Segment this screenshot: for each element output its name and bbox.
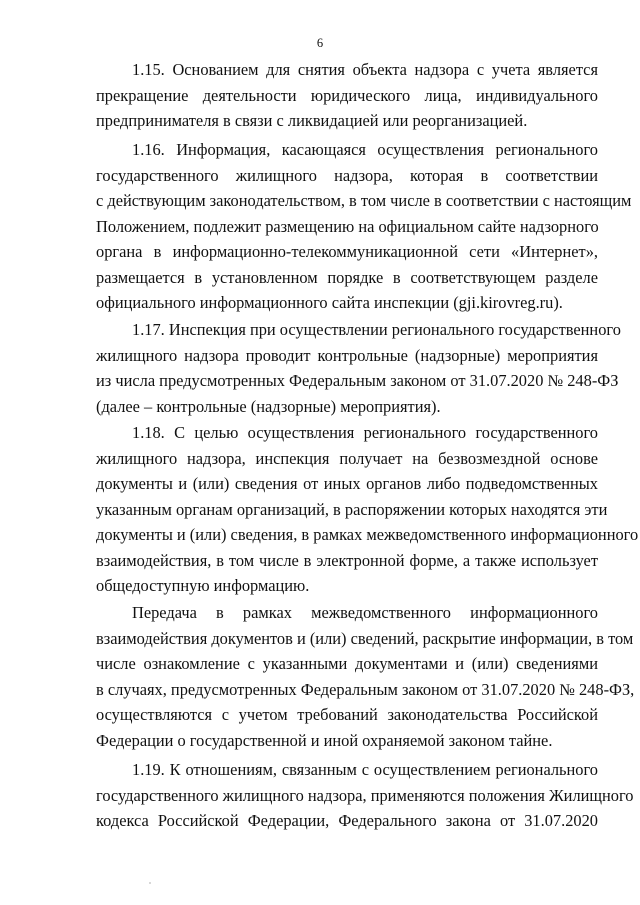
paragraph-transfer xyxy=(96,600,635,753)
text-line: взаимодействия документов и (или) сведений, раскрытие информации, в том xyxy=(96,628,634,648)
text-line: с действующим законодательством, в том числе в соответствии с настоящим xyxy=(96,191,632,210)
text-line: осуществляются с учетом требований законодательства Российской xyxy=(96,705,598,724)
text-line: взаимодействия, в том числе в электронной форме, а также использует xyxy=(96,550,598,570)
text-line: размещается в установленном порядке в соответствующем разделе xyxy=(96,267,598,287)
text-line: документы и (или) сведения от иных органов либо подведомственных xyxy=(96,474,598,493)
scan-speck xyxy=(149,882,151,884)
text-line: Положением, подлежит размещению на официальном сайте надзорного xyxy=(96,216,599,236)
text-line: Передача в рамках межведомственного информационного xyxy=(132,603,598,622)
text-line: Федерации о государственной и иной охраняемой законом тайне. xyxy=(96,730,553,750)
text-line: 1.17. Инспекция при осуществлении регионального государственного xyxy=(132,320,621,339)
text-line: указанным органам организаций, в распоряжении которых находятся эти xyxy=(96,499,608,519)
paragraph-1-18 xyxy=(96,420,639,599)
text-line: государственного жилищного надзора, применяются положения Жилищного xyxy=(96,785,634,805)
page-number: 6 xyxy=(316,36,324,50)
text-line: прекращение деятельности юридического лица, индивидуального xyxy=(96,85,598,105)
text-line: числе ознакомление с указанными документами и (или) сведениями xyxy=(96,654,598,673)
paragraph-1-19 xyxy=(96,757,634,834)
paragraph-1-16 xyxy=(96,137,632,316)
text-line: официального информационного сайта инспекции (gji.kirovreg.ru). xyxy=(96,293,563,312)
text-line: общедоступную информацию. xyxy=(96,576,310,595)
text-line: 1.19. К отношениям, связанным с осуществлением регионального xyxy=(132,760,598,779)
text-line: предпринимателя в связи с ликвидацией или реорганизацией. xyxy=(96,111,528,130)
text-line: 1.15. Основанием для снятия объекта надзора с учета является xyxy=(132,60,598,79)
text-line: из числа предусмотренных Федеральным законом от 31.07.2020 № 248-ФЗ xyxy=(96,371,619,390)
text-line: жилищного надзора, инспекция получает на безвозмездной основе xyxy=(96,448,598,468)
text-line: кодекса Российской Федерации, Федерального закона от 31.07.2020 xyxy=(96,811,598,830)
text-line: документы и (или) сведения, в рамках межведомственного информационного xyxy=(96,525,639,544)
paragraph-1-15 xyxy=(96,57,598,134)
text-line: органа в информационно-телекоммуникационной сети «Интернет», xyxy=(96,242,598,261)
text-line: (далее – контрольные (надзорные) мероприятия). xyxy=(96,396,441,416)
text-line: 1.18. С целью осуществления регионального государственного xyxy=(132,423,598,442)
text-line: жилищного надзора проводит контрольные (надзорные) мероприятия xyxy=(96,345,598,365)
text-line: в случаях, предусмотренных Федеральным законом от 31.07.2020 № 248-ФЗ, xyxy=(96,679,635,699)
text-line: государственного жилищного надзора, которая в соответствии xyxy=(96,165,598,185)
paragraph-1-17 xyxy=(96,317,621,419)
text-line: 1.16. Информация, касающаяся осуществления регионального xyxy=(132,140,598,159)
